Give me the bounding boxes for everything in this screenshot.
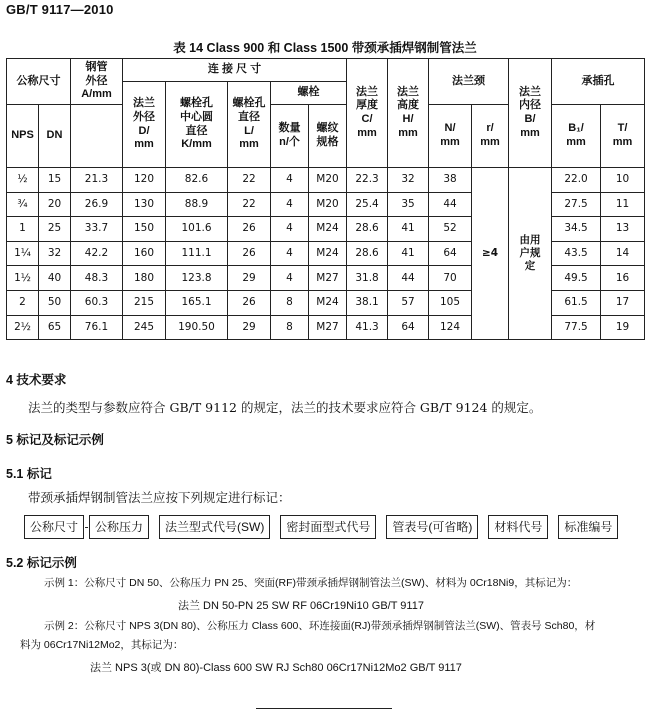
cell-a: 42.2	[71, 241, 123, 266]
cell-nps: ¾	[7, 192, 39, 217]
cell-nps: 2	[7, 290, 39, 315]
section-4-text: 法兰的类型与参数应符合 GB/T 9112 的规定，法兰的技术要求应符合 GB/T 9124 的规定。	[28, 400, 542, 415]
header-socket: 承插孔	[552, 59, 645, 105]
cell-neck-n: 124	[429, 315, 472, 340]
header-bolt-qty: 数量 n/个	[271, 105, 309, 168]
cell-neck-r-merged: ≥4	[472, 168, 509, 340]
header-bolt: 螺栓	[271, 82, 347, 105]
cell-h: 41	[388, 217, 429, 242]
marking-format-boxes	[24, 515, 618, 539]
marking-box-standard: 标准编号	[558, 515, 618, 539]
table-row	[7, 168, 645, 193]
marking-box-schedule: 管表号(可省略)	[386, 515, 478, 539]
cell-h: 32	[388, 168, 429, 193]
cell-neck-n: 44	[429, 192, 472, 217]
header-neck-n: N/ mm	[429, 105, 472, 168]
cell-k: 123.8	[166, 266, 228, 291]
cell-d: 160	[123, 241, 166, 266]
cell-t: 13	[601, 217, 645, 242]
header-connection-dimensions: 连 接 尺 寸	[123, 59, 347, 82]
cell-l: 22	[228, 168, 271, 193]
header-nps: NPS	[7, 105, 39, 168]
cell-l: 22	[228, 192, 271, 217]
cell-n: 4	[271, 168, 309, 193]
cell-k: 111.1	[166, 241, 228, 266]
cell-nps: 1¼	[7, 241, 39, 266]
marking-box-material: 材料代号	[488, 515, 548, 539]
cell-t: 11	[601, 192, 645, 217]
cell-neck-n: 52	[429, 217, 472, 242]
header-bolt-circle: 螺栓孔 中心圆 直径 K/mm	[166, 82, 228, 168]
cell-c: 41.3	[347, 315, 388, 340]
section-5-1-text: 带颈承插焊钢制管法兰应按下列规定进行标记：	[28, 490, 291, 505]
cell-thread: M20	[309, 168, 347, 193]
cell-t: 19	[601, 315, 645, 340]
cell-c: 28.6	[347, 217, 388, 242]
cell-h: 57	[388, 290, 429, 315]
cell-n: 4	[271, 241, 309, 266]
example-2-mark: 法兰 NPS 3(或 DN 80)-Class 600 SW RJ Sch80 06Cr17Ni12Mo2 GB/T 9117	[90, 662, 462, 674]
section-5-heading: 5 标记及标记示例	[6, 433, 104, 447]
cell-k: 165.1	[166, 290, 228, 315]
cell-h: 35	[388, 192, 429, 217]
cell-c: 25.4	[347, 192, 388, 217]
cell-dn: 65	[39, 315, 71, 340]
header-socket-b1: B₁/ mm	[552, 105, 601, 168]
cell-bore-merged: 由用 户规 定	[509, 168, 552, 340]
cell-h: 44	[388, 266, 429, 291]
header-nominal-size: 公称尺寸	[7, 59, 71, 105]
cell-t: 10	[601, 168, 645, 193]
cell-nps: 2½	[7, 315, 39, 340]
cell-dn: 20	[39, 192, 71, 217]
cell-dn: 15	[39, 168, 71, 193]
cell-c: 38.1	[347, 290, 388, 315]
end-rule	[256, 708, 392, 709]
example-1-mark: 法兰 DN 50-PN 25 SW RF 06Cr19Ni10 GB/T 9117	[178, 600, 424, 612]
cell-k: 190.50	[166, 315, 228, 340]
cell-n: 4	[271, 217, 309, 242]
cell-k: 101.6	[166, 217, 228, 242]
cell-thread: M20	[309, 192, 347, 217]
header-thickness: 法兰 厚度 C/ mm	[347, 59, 388, 168]
cell-dn: 40	[39, 266, 71, 291]
header-flange-od: 法兰 外径 D/ mm	[123, 82, 166, 168]
cell-d: 150	[123, 217, 166, 242]
cell-t: 16	[601, 266, 645, 291]
marking-dash: -	[84, 520, 89, 534]
cell-l: 26	[228, 290, 271, 315]
cell-nps: 1½	[7, 266, 39, 291]
header-bore: 法兰 内径 B/ mm	[509, 59, 552, 168]
cell-k: 82.6	[166, 168, 228, 193]
header-height: 法兰 高度 H/ mm	[388, 59, 429, 168]
cell-b1: 22.0	[552, 168, 601, 193]
cell-d: 245	[123, 315, 166, 340]
cell-d: 130	[123, 192, 166, 217]
header-neck: 法兰颈	[429, 59, 509, 105]
cell-a: 76.1	[71, 315, 123, 340]
cell-c: 31.8	[347, 266, 388, 291]
cell-d: 180	[123, 266, 166, 291]
cell-thread: M27	[309, 266, 347, 291]
marking-box-facing-type: 密封面型式代号	[280, 515, 376, 539]
cell-d: 215	[123, 290, 166, 315]
cell-neck-n: 64	[429, 241, 472, 266]
cell-neck-n: 38	[429, 168, 472, 193]
cell-neck-n: 105	[429, 290, 472, 315]
cell-nps: 1	[7, 217, 39, 242]
cell-c: 22.3	[347, 168, 388, 193]
cell-b1: 43.5	[552, 241, 601, 266]
cell-h: 64	[388, 315, 429, 340]
cell-n: 8	[271, 315, 309, 340]
cell-l: 26	[228, 217, 271, 242]
standard-code: GB/T 9117—2010	[6, 2, 114, 17]
example-2-text-b: 料为 06Cr17Ni12Mo2，其标记为：	[20, 639, 184, 651]
cell-thread: M24	[309, 217, 347, 242]
cell-n: 4	[271, 266, 309, 291]
section-4-heading: 4 技术要求	[6, 373, 67, 387]
cell-l: 29	[228, 315, 271, 340]
cell-a: 26.9	[71, 192, 123, 217]
cell-c: 28.6	[347, 241, 388, 266]
table-caption: 表 14 Class 900 和 Class 1500 带颈承插焊钢制管法兰	[173, 41, 477, 55]
header-socket-t: T/ mm	[601, 105, 645, 168]
cell-thread: M27	[309, 315, 347, 340]
cell-neck-n: 70	[429, 266, 472, 291]
section-5-2-heading: 5.2 标记示例	[6, 556, 77, 570]
cell-dn: 32	[39, 241, 71, 266]
cell-b1: 49.5	[552, 266, 601, 291]
cell-a: 21.3	[71, 168, 123, 193]
cell-t: 17	[601, 290, 645, 315]
flange-dimension-table	[6, 58, 645, 340]
header-bolt-thread: 螺纹 规格	[309, 105, 347, 168]
cell-a: 48.3	[71, 266, 123, 291]
header-dn: DN	[39, 105, 71, 168]
cell-dn: 25	[39, 217, 71, 242]
cell-b1: 61.5	[552, 290, 601, 315]
header-pipe-od: 钢管 外径 A/mm	[71, 59, 123, 105]
cell-b1: 34.5	[552, 217, 601, 242]
section-5-1-heading: 5.1 标记	[6, 467, 52, 481]
example-2-text-a: 示例 2：公称尺寸 NPS 3(DN 80)、公称压力 Class 600、环连接面(RJ)带颈承插焊钢制管法兰(SW)、管表号 Sch80，材	[44, 620, 596, 632]
marking-box-flange-type: 法兰型式代号(SW)	[159, 515, 270, 539]
cell-n: 8	[271, 290, 309, 315]
cell-n: 4	[271, 192, 309, 217]
cell-b1: 27.5	[552, 192, 601, 217]
cell-t: 14	[601, 241, 645, 266]
cell-thread: M24	[309, 241, 347, 266]
cell-l: 29	[228, 266, 271, 291]
cell-thread: M24	[309, 290, 347, 315]
marking-box-nominal-size: 公称尺寸	[24, 515, 84, 539]
cell-k: 88.9	[166, 192, 228, 217]
cell-b1: 77.5	[552, 315, 601, 340]
header-bolt-hole: 螺栓孔 直径 L/ mm	[228, 82, 271, 168]
cell-dn: 50	[39, 290, 71, 315]
cell-d: 120	[123, 168, 166, 193]
cell-l: 26	[228, 241, 271, 266]
header-neck-r: r/ mm	[472, 105, 509, 168]
cell-a: 33.7	[71, 217, 123, 242]
marking-box-nominal-pressure: 公称压力	[89, 515, 149, 539]
cell-a: 60.3	[71, 290, 123, 315]
example-1-text: 示例 1：公称尺寸 DN 50、公称压力 PN 25、突面(RF)带颈承插焊钢制管法兰(SW)、材料为 0Cr18Ni9，其标记为：	[44, 577, 578, 589]
cell-h: 41	[388, 241, 429, 266]
cell-nps: ½	[7, 168, 39, 193]
